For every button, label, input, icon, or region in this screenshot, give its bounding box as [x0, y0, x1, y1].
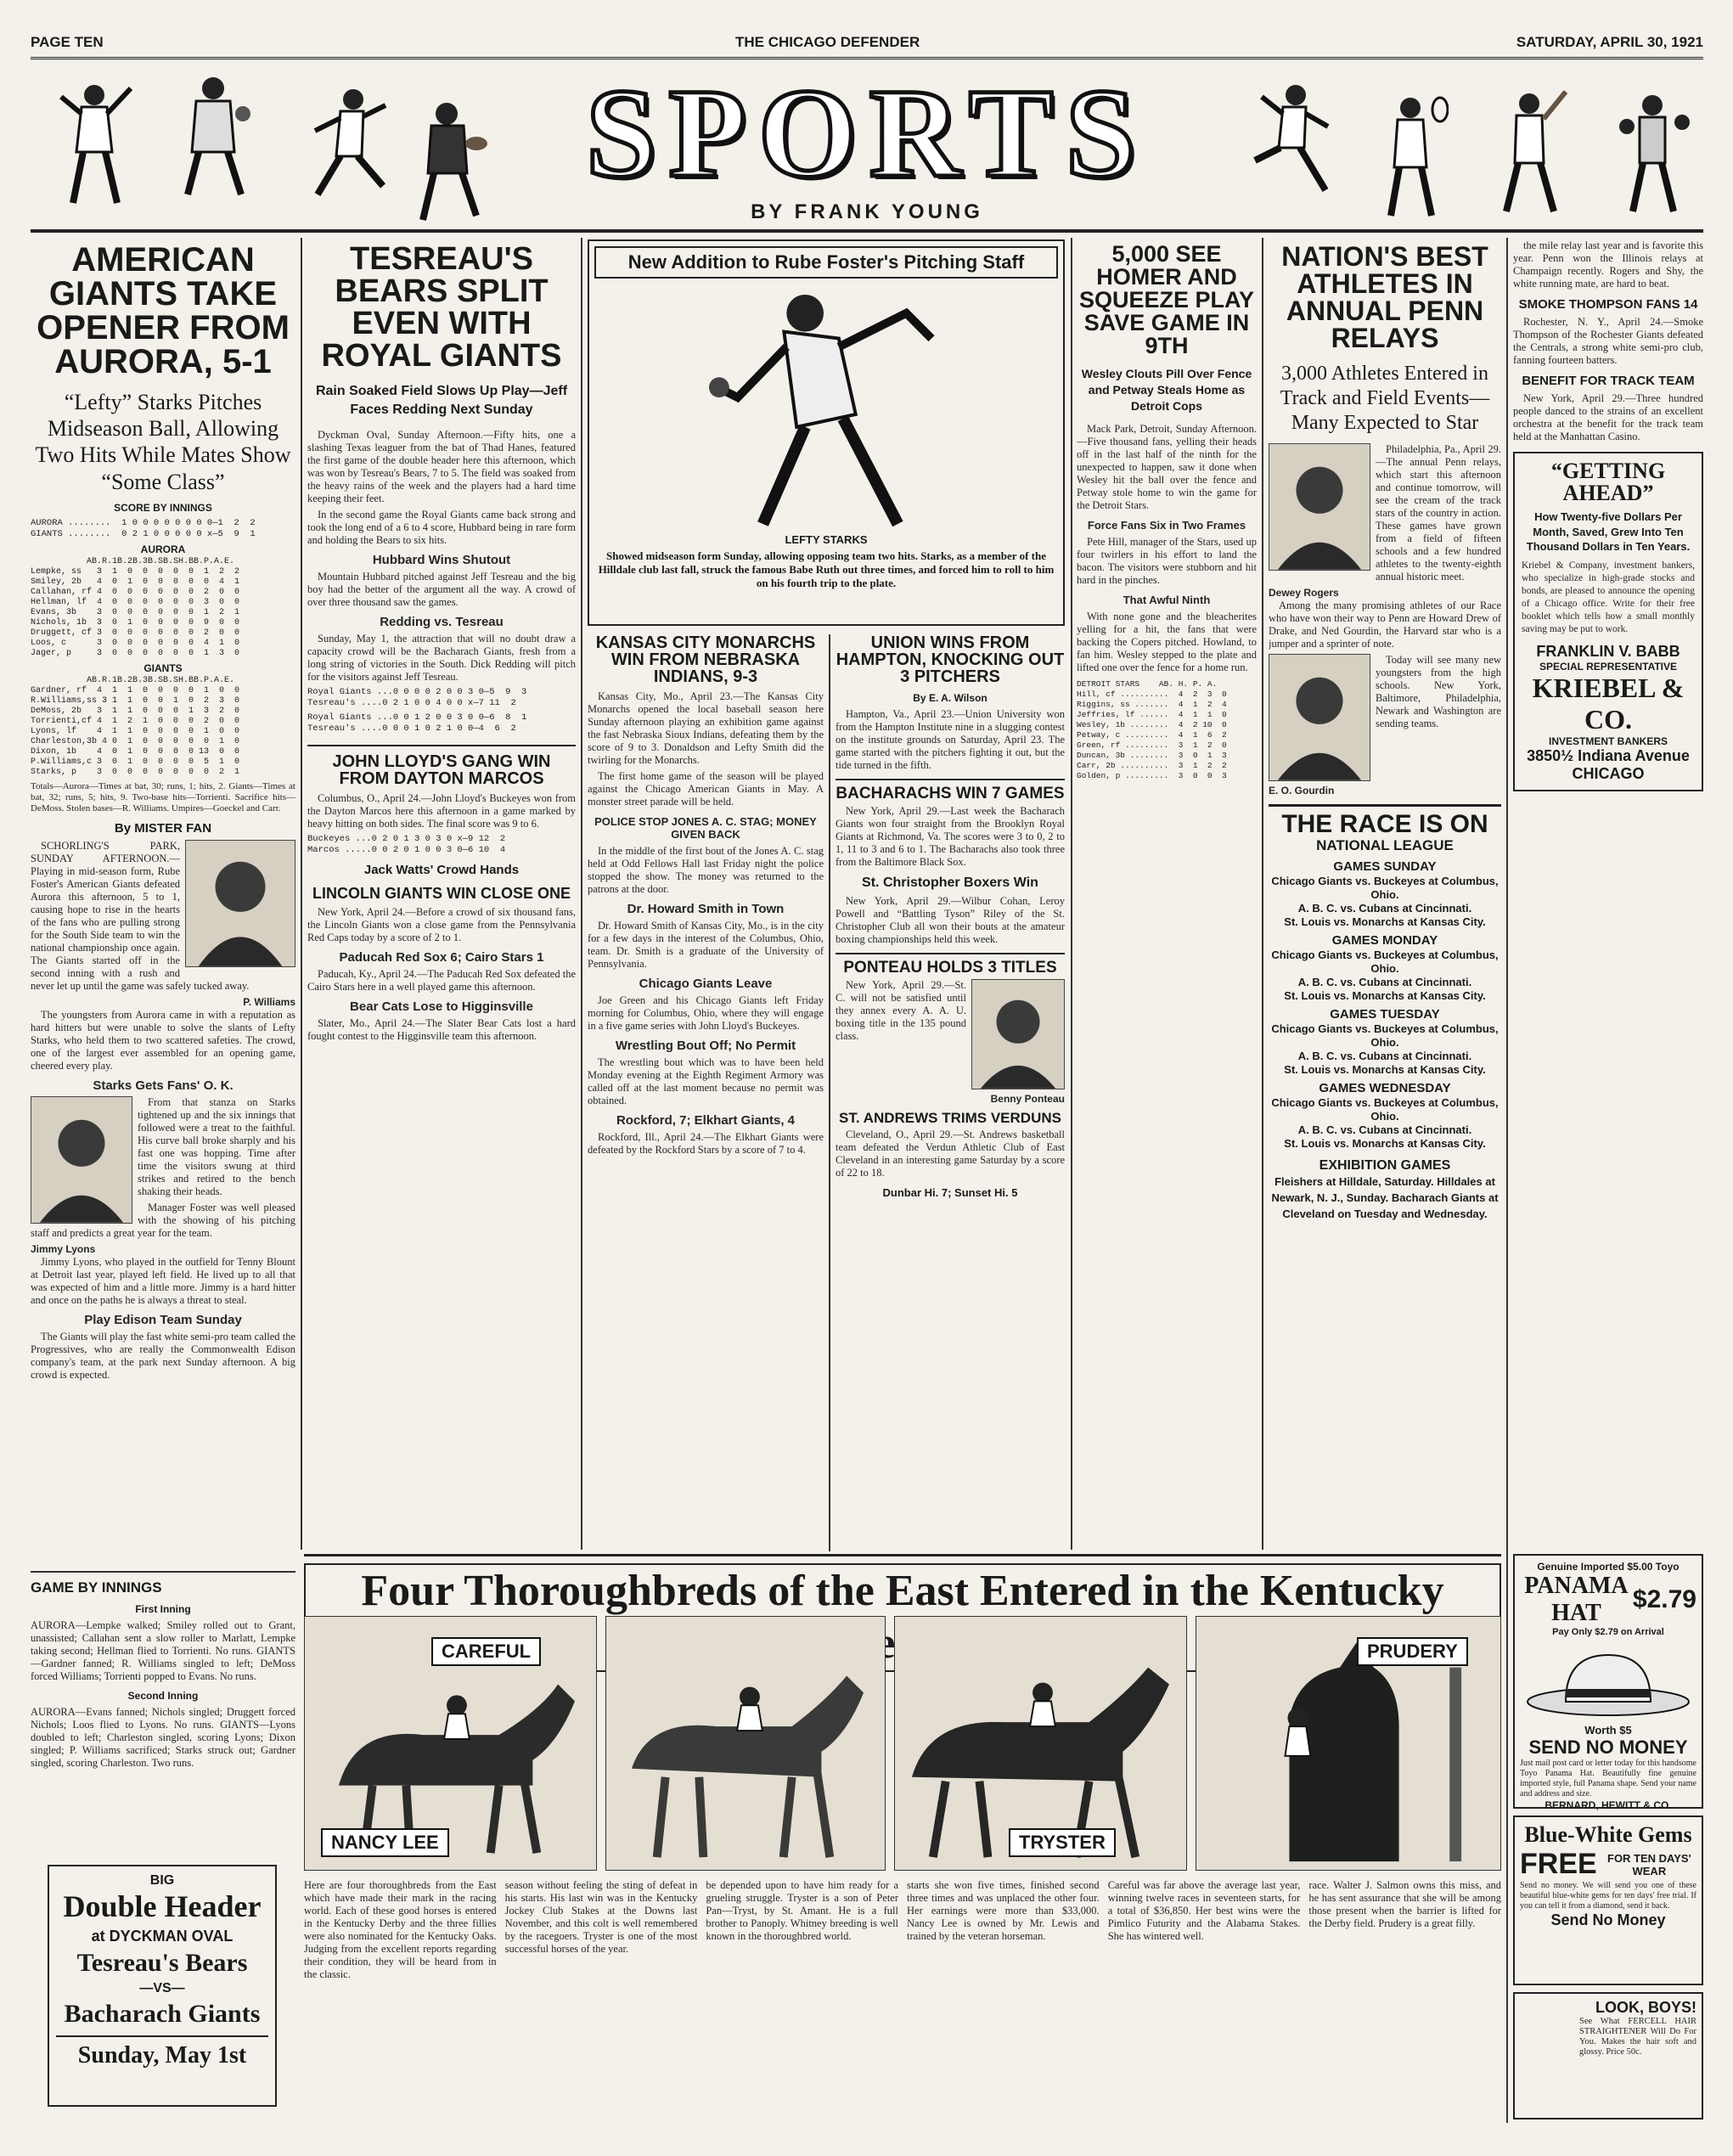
hat-illustration [1520, 1642, 1696, 1719]
games-line: A. B. C. vs. Cubans at Cincinnati. [1297, 902, 1472, 915]
portrait-jimmy-lyons [31, 1096, 132, 1224]
tennis-player-illustration [1372, 93, 1449, 220]
box-score-detroit: DETROIT STARS AB. H. P. A. Hill, cf .......... 4 2 3 0 Riggins, ss ....... 4 1 2 4 Jeffries, lf ...... 4 1 1 0 Wesley, 1b ........ 4 2 10 0 Petway, c ......... 4 1 6 2 Green, rf ......... 3 1 2 0 Duncan, 3b ........ 3 0 1 3 Carr, 2b .......... 3 1 2 2 Golden, p ......... 3 0 0 3 [1077, 678, 1227, 780]
column-right-ads [1513, 1554, 1703, 2131]
starks-photo-box [588, 239, 1065, 626]
derby-article: Here are four thoroughbreds from the East which have made their mark in the racing world. Each of these good horses is entered in the Kentucky Derby and the three fillies were also nominated for the Kentucky Oaks. Judging from the excellent reports regarding their condition, they will be heard from in the classic. season without feeling the sting of defeat in his starts. His last win was in the Kentucky Jockey Club Stakes at the Downs last November, and this colt is well remembered by the racegoers. Tryster is one of the most successful horses of the year. be depended upon to have him ready for a grueling struggle. Tryster is a son of Peter Pan—Tryst, by St. Amant. He is a full brother to Panoply. Whitney breeding is well known in the thoroughbred world. starts she won five times, finished second three times and was unplaced the other four. Her earnings were more than $33,000. Nancy Lee is owned by Mr. Lewis and trained by the veteran horseman. Careful was far above the average last year, winning twelve races in seventeen starts, for a total of $36,850. Her best wins were the Pimlico Futurity and the Alabama Stakes. She has wintered well. race. Walter J. Salmon owns this miss, and he has sent assurance that she will be among those present when the barrier is lifted for the Derby field. Prudery is a great filly. [304, 1879, 1502, 1980]
hair-straightener-ad: LOOK, BOYS! See What FERCELL HAIR STRAIGHTENER Will Do For You. Makes the hair soft and glossy. Price 50c. [1513, 1992, 1703, 2119]
column-detroit-stars: 5,000 SEE HOMER AND SQUEEZE PLAY SAVE GAME IN 9TH Wesley Clouts Pill Over Fence and Petway Steals Home as Detroit Cops Mack Park, Detroit, Sunday Afternoon.—Five thousand fans, yelling their heads off in the last half of the ninth for the unexpected to happen, saw it done when Wesley hit the ball over the fence and Petway stole home to win the game for the Detroit Stars. Force Fans Six in Two Frames Pete Hill, manager of the Stars, used up four twirlers in his effort to land the bacon. The visitors were stubborn and hit hard in the pinches. That Awful Ninth With none gone and the bleacherites yelling for a hit, the fans that were backing the Copers pitched. Howland, to fan him. Wesley stepped to the plate and lifted one over the fence for a home run. DETROIT STARS AB. H. P. A. Hill, cf .......... 4 2 3 0 Riggins, ss ....... 4 1 2 4 Jeffries, lf ...... 4 1 1 0 Wesley, 1b ........ 4 2 10 0 Petway, c ......... 4 1 6 2 Green, rf ......... 3 1 2 0 Duncan, 3b ........ 3 0 1 3 Carr, 2b .......... 3 1 2 2 Golden, p ......... 3 0 0 3 [1077, 241, 1257, 780]
portrait-benny-ponteau [971, 979, 1065, 1089]
photo-nancy-lee [605, 1616, 886, 1871]
games-line: Chicago Giants vs. Buckeyes at Columbus, Ohio. [1271, 949, 1499, 976]
games-line: A. B. C. vs. Cubans at Cincinnati. [1297, 1123, 1472, 1137]
page-number: PAGE TEN [31, 34, 104, 50]
page-header [31, 25, 1703, 59]
subhead-edison: Play Edison Team Sunday [84, 1312, 242, 1327]
headline-penn-relays: NATION'S BEST ATHLETES IN ANNUAL PENN RELAYS [1281, 241, 1488, 353]
games-line: A. B. C. vs. Cubans at Cincinnati. [1297, 976, 1472, 989]
label-careful: CAREFUL [431, 1637, 541, 1666]
baseball-player-illustration [56, 80, 132, 207]
games-day-heading: GAMES SUNDAY [1333, 859, 1437, 875]
column-game-by-innings: GAME BY INNINGS First Inning AURORA—Lempke walked; Smiley rolled out to Grant, unassisted; Callahan sent a slow roller to Marlatt, Lempke taking second; Hellman flied to Torrienti. No runs. GIANTS—Gardner fanned; R. Williams singled to left; DeMoss forced Williams; Torrienti popped to Evans. No runs. Second Inning AURORA—Evans fanned; Nichols singled; Druggett forced Nichols; Loos flied to Lyons. No runs. GIANTS—Lyons doubled to left; Charleston singled, scoring Lyons; Dixon singled; P. Williams sacrificed; Starks struck out; Gardner singled, scoring Charleston. Two runs. BIG Double Header at DYCKMAN OVAL Tesreau's Bears —VS— Bacharach Giants Sunday, May 1st [31, 1576, 295, 2119]
box-score-giants: AB.R.1B.2B.3B.SB.SH.BB.P.A.E. Gardner, rf 4 1 1 0 0 0 0 1 0 0 R.Williams,ss 3 1 1 0 0 1 0 2 3 0 DeMoss, 2b 3 1 1 0 0 0 1 3 2 0 Torrienti,cf 4 1 2 1 0 0 0 2 0 0 Lyons, lf 4 1 1 0 0 0 0 1 0 0 Charleston,3b 4 0 1 0 0 0 0 0 1 0 Dixon, 1b 4 0 1 0 0 0 0 13 0 0 P.Williams,c 3 0 1 0 0 0 0 5 1 0 Starks, p 3 0 0 0 0 0 0 0 2 1 [31, 675, 240, 777]
score-by-innings-heading: SCORE BY INNINGS [114, 501, 212, 514]
box-score-aurora: AB.R.1B.2B.3B.SB.SH.BB.P.A.E. Lempke, ss 3 1 0 0 0 0 0 1 2 2 Smiley, 2b 4 0 1 0 0 0 0 0 4 1 Callahan, rf 4 0 0 0 0 0 0 2 0 0 Hellman, lf 4 0 0 0 0 0 0 3 0 0 Evans, 3b 3 0 0 0 0 0 0 1 2 1 Nichols, 1b 3 0 1 0 0 0 0 9 0 0 Druggett, cf 3 0 0 0 0 0 0 2 0 0 Loos, c 3 0 0 0 0 0 0 4 1 0 Jager, p 3 0 0 0 0 0 0 1 3 0 [31, 556, 240, 658]
game-by-innings-heading: GAME BY INNINGS [31, 1579, 162, 1596]
headline-st-andrews: ST. ANDREWS TRIMS VERDUNS [839, 1110, 1061, 1126]
games-line: A. B. C. vs. Cubans at Cincinnati. [1297, 1050, 1472, 1063]
games-day-heading: GAMES TUESDAY [1330, 1007, 1440, 1022]
issue-date: SATURDAY, APRIL 30, 1921 [1516, 34, 1703, 50]
sports-section-title: SPORTS [585, 63, 1149, 204]
catcher-illustration [175, 71, 251, 199]
label-tryster: TRYSTER [1009, 1828, 1116, 1857]
derby-banner: Four Thoroughbreds of the East Entered in the Kentucky [304, 1563, 1501, 1672]
deck-3000-athletes: 3,000 Athletes Entered in Track and Field Events—Many Expected to Star [1280, 363, 1490, 434]
games-line: Chicago Giants vs. Buckeyes at Columbus, Ohio. [1271, 875, 1499, 902]
deck-wesley: Wesley Clouts Pill Over Fence and Petway Steals Home as Detroit Cops [1081, 367, 1252, 413]
headline-tesreaus-bears: TESREAU'S BEARS SPLIT EVEN WITH ROYAL GIANTS [321, 241, 562, 374]
games-day-heading: GAMES MONDAY [1331, 933, 1438, 949]
column-right: the mile relay last year and is favorite this year. Penn won the Illinois relays at Champaign recently. Rogers and Shy, the white running mate, are hard to beat. SMOKE THOMPSON FANS 14 Rochester, N. Y., April 24.—Smoke Thompson of the Rochester Giants defeated the Centrals, a strong white semi-pro club, fanning fourteen batters. BENEFIT FOR TRACK TEAM New York, April 29.—Three hundred people danced to the strains of an excellent orchestra at the benefit for the track team held at the Manhattan Casino. “GETTING AHEAD” How Twenty-five Dollars Per Month, Saved, Grew Into Ten Thousand Dollars in Ten Years. Kriebel & Company, investment bankers, who specialize in high-grade stocks and bonds, are pleased to announce the opening of a Chicago office. Write for their free booklet which tells how a small monthly saving may be put to work. FRANKLIN V. BABB SPECIAL REPRESENTATIVE KRIEBEL & CO. INVESTMENT BANKERS 3850½ Indiana Avenue CHICAGO [1513, 239, 1703, 1551]
games-line: Chicago Giants vs. Buckeyes at Columbus, Ohio. [1271, 1096, 1499, 1123]
batter-illustration [1491, 88, 1567, 216]
newspaper-page [31, 25, 1703, 2131]
portrait-e-o-gourdin [1269, 654, 1370, 781]
runner-illustration [311, 84, 387, 211]
photo-caption-text: Showed midseason form Sunday, allowing opposing team two hits. Starks, as a member of the Hilldale club last fall, struck the famous Babe Ruth out three times, and forced him to roll to him on his fourth trip to the plate. [598, 549, 1055, 589]
games-line: St. Louis vs. Monarchs at Kansas City. [1284, 1137, 1486, 1151]
article-body: SCHORLING'S PARK, SUNDAY AFTERNOON.—Playing in mid-season form, Rube Foster's American Giants defeated Aurora this afternoon, 5 to 1, causing hope to rise in the hearts of the fans who are pulling strong for the South Side team to win the national championship once again. The Giants started off in the second inning with a rush and never let up until the game was safely tucked away. P. Williams The youngsters from Aurora came in with a reputation as hard hitters but were unable to solve the slants of Lefty Starks, who held them to two scattered safeties. The crowd, one of the largest ever assembled for an opening game, cheered every play. Starks Gets Fans' O. K. From that stanza on Starks tightened up and the six innings that followed were a treat to the faithful. His curve ball broke sharply and his fast one was hopping. Time after time the visitors swung at third strikes and retired to the bench shaking their heads. Manager Foster was well pleased with the showing of his pitching staff and predicts a great year for the team. Jimmy Lyons Jimmy Lyons, who played in the outfield for Tenny Blount at Detroit last year, played left field. He lived up to all that was expected of him and a little more. Jimmy is a hard hitter and once on the paths he is always a threat to steal. Play Edison Team Sunday The Giants will play the fast white semi-pro team called the Progressives, who are really the Commonwealth Edison company's team, at the park next Sunday afternoon. A big crowd is expected. [31, 839, 295, 1381]
panama-hat-ad: Genuine Imported $5.00 Toyo PANAMA HAT $2.79 Pay Only $2.79 on Arrival Worth $5 SEND NO MONEY Just mail post card or letter today for this handsome Toyo Panama Hat. Beautifully fine genuine imported style, full Panama shape. Send your name and address and size. BERNARD, HEWITT & CO. [1513, 1554, 1703, 1809]
games-list [1269, 858, 1501, 1151]
headline-american-giants: AMERICAN GIANTS TAKE OPENER FROM AURORA, 5-1 [37, 241, 290, 380]
column-penn-relays: NATION'S BEST ATHLETES IN ANNUAL PENN RELAYS 3,000 Athletes Entered in Track and Field Events—Many Expected to Star Philadelphia, Pa., April 29.—The annual Penn relays, which start this afternoon and continue tomorrow, will see the cream of the track stars of the country in action. These games have grown from a field of fifteen schools and a few hundred athletes to the twenty-eighth annual historic meet. Dewey Rogers Among the many promising athletes of our Race who have won their way to Penn are Howard Drew of Drake, and Ned Gourdin, the Harvard star who is a jumper and a sprinter of note. Today will see many new youngsters from the high schools. New York, Baltimore, Philadelphia, Newark and Washington are sending teams. E. O. Gourdin THE RACE IS ON NATIONAL LEAGUE GAMES SUNDAY Chicago Giants vs. Buckeyes at Columbus, Ohio. A. B. C. vs. Cubans at Cincinnati. St. Louis vs. Monarchs at Kansas City. GAMES MONDAY Chicago Giants vs. Buckeyes at Columbus, Ohio. A. B. C. vs. Cubans at Cincinnati. St. Louis vs. Monarchs at Kansas City. GAMES TUESDAY Chicago Giants vs. Buckeyes at Columbus, Ohio. A. B. C. vs. Cubans at Cincinnati. St. Louis vs. Monarchs at Kansas City. GAMES WEDNESDAY Chicago Giants vs. Buckeyes at Columbus, Ohio. A. B. C. vs. Cubans at Cincinnati. St. Louis vs. Monarchs at Kansas City. EXHIBITION GAMES Fleishers at Hilldale, Saturday. Hilldales at Newark, N. J., Sunday. Bacharach Giants at Cleveland on Tuesday and Wednesday. [1269, 241, 1501, 1221]
label-prudery: PRUDERY [1357, 1637, 1468, 1666]
headline-monarchs: KANSAS CITY MONARCHS WIN FROM NEBRASKA INDIANS, 9-3 [595, 633, 816, 686]
headline-homer-squeeze: 5,000 SEE HOMER AND SQUEEZE PLAY SAVE GAME IN 9TH [1078, 241, 1255, 358]
deck-lefty-starks: “Lefty” Starks Pitches Midseason Ball, Allowing Two Hits While Mates Show “Some Class” [35, 390, 291, 494]
score-buckeyes: Buckeyes ...0 2 0 1 3 0 3 0 x—9 12 2 Marcos .....0 0 2 0 1 0 0 3 0—6 10 4 [307, 834, 506, 856]
football-player-illustration [413, 97, 489, 224]
portrait-p-williams [185, 840, 295, 967]
column-american-giants [31, 239, 295, 1581]
hurdler-illustration [1253, 80, 1330, 207]
headline-lincoln-giants: LINCOLN GIANTS WIN CLOSE ONE [312, 885, 571, 903]
sports-masthead [31, 63, 1703, 233]
score-game-two: Royal Giants ...0 0 1 2 0 0 3 0 0—6 8 1 Tesreau's ....0 0 0 1 0 2 1 0 0—4 6 2 [307, 712, 527, 735]
box-giants-heading: GIANTS [143, 661, 183, 674]
headline-ponteau: PONTEAU HOLDS 3 TITLES [836, 953, 1065, 976]
kriebel-ad: “GETTING AHEAD” How Twenty-five Dollars Per Month, Saved, Grew Into Ten Thousand Dollars in Ten Years. Kriebel & Company, investment bankers, who specialize in high-grade stocks and bonds, are pleased to announce the opening of a Chicago office. Write for their free booklet which tells how a small monthly saving may be put to work. FRANKLIN V. BABB SPECIAL REPRESENTATIVE KRIEBEL & CO. INVESTMENT BANKERS 3850½ Indiana Avenue CHICAGO [1513, 452, 1703, 791]
race-is-on-schedule: THE RACE IS ON NATIONAL LEAGUE GAMES SUNDAY Chicago Giants vs. Buckeyes at Columbus, Ohio. A. B. C. vs. Cubans at Cincinnati. St. Louis vs. Monarchs at Kansas City. GAMES MONDAY Chicago Giants vs. Buckeyes at Columbus, Ohio. A. B. C. vs. Cubans at Cincinnati. St. Louis vs. Monarchs at Kansas City. GAMES TUESDAY Chicago Giants vs. Buckeyes at Columbus, Ohio. A. B. C. vs. Cubans at Cincinnati. St. Louis vs. Monarchs at Kansas City. GAMES WEDNESDAY Chicago Giants vs. Buckeyes at Columbus, Ohio. A. B. C. vs. Cubans at Cincinnati. St. Louis vs. Monarchs at Kansas City. EXHIBITION GAMES Fleishers at Hilldale, Saturday. Hilldales at Newark, N. J., Sunday. Bacharach Giants at Cleveland on Tuesday and Wednesday. [1269, 804, 1501, 1222]
column-tesreaus-bears: TESREAU'S BEARS SPLIT EVEN WITH ROYAL GIANTS Rain Soaked Field Slows Up Play—Jeff Faces Redding Next Sunday Dyckman Oval, Sunday Afternoon.—Fifty hits, one a slashing Texas leaguer from the bat of Thad Hanes, featured the first game of the double header here this afternoon, which was won by Tesreau's Bears, 7 to 5. The field was soaked from the heavy rains of the week and the players had a hard time keeping their feet. In the second game the Royal Giants came back strong and took the long end of a 6 to 4 score, Hubbard being in rare form and holding the Bears to six hits. Hubbard Wins Shutout Mountain Hubbard pitched against Jeff Tesreau and the big boy had the better of the argument all the way. A crowd of over three thousand saw the games. Redding vs. Tesreau Sunday, May 1, the attraction that will no doubt draw a capacity crowd will be the Bacharach Giants, fresh from a long string of victories in the South. Dick Redding will pitch for the visitors against Jeff Tesreau. Royal Giants ...0 0 0 0 2 0 0 3 0—5 9 3 Tesreau's ....0 2 1 0 0 4 0 0 x—7 11 2 Royal Giants ...0 0 1 2 0 0 3 0 0—6 8 1 Tesreau's ....0 0 0 1 0 2 1 0 0—4 6 2 JOHN LLOYD'S GANG WIN FROM DAYTON MARCOS Columbus, O., April 24.—John Lloyd's Buckeyes won from the Dayton Marcos here this afternoon in a game marked by heavy hitting on both sides. The final score was 9 to 6. Buckeyes ...0 2 0 1 3 0 3 0 x—9 12 2 Marcos .....0 0 2 0 1 0 0 3 0—6 10 4 Jack Watts' Crowd Hands LINCOLN GIANTS WIN CLOSE ONE New York, April 24.—Before a crowd of six thousand fans, the Lincoln Giants won a close game from the Pennsylvania Red Caps today by a score of 2 to 1. Paducah Red Sox 6; Cairo Stars 1 Paducah, Ky., April 24.—The Paducah Red Sox defeated the Cairo Stars here in a well played game this afternoon. Bear Cats Lose to Higginsville Slater, Mo., April 24.—The Slater Bear Cats lost a hard fought contest to the Higginsville team this afternoon. [307, 241, 576, 1043]
blue-white-gems-ad: Blue-White Gems FREE FOR TEN DAYS' WEAR Send no money. We will send you one of these beautiful blue-white gems for ten days' free trial. If you can tell it from a diamond, send it back. Send No Money [1513, 1815, 1703, 1985]
label-nancy-lee: NANCY LEE [321, 1828, 449, 1857]
section-byline: BY FRANK YOUNG [751, 200, 983, 223]
boxer-illustration [1610, 88, 1695, 216]
games-line: St. Louis vs. Monarchs at Kansas City. [1284, 1063, 1486, 1077]
headline-bacharachs: BACHARACHS WIN 7 GAMES [836, 779, 1065, 802]
games-day-heading: GAMES WEDNESDAY [1319, 1081, 1451, 1096]
portrait-caption-p-williams: P. Williams [243, 995, 295, 1008]
kentucky-derby-section [304, 1554, 1501, 2131]
paper-name: THE CHICAGO DEFENDER [735, 34, 920, 50]
photo-caption-lefty-starks: LEFTY STARKS [785, 533, 868, 546]
games-line: Chicago Giants vs. Buckeyes at Columbus, Ohio. [1271, 1022, 1499, 1050]
photo-box-title: New Addition to Rube Foster's Pitching Staff [594, 246, 1058, 279]
pitcher-photo [594, 279, 1058, 533]
portrait-dewey-rogers [1269, 443, 1370, 571]
headline-st-christopher: St. Christopher Boxers Win [862, 875, 1038, 890]
double-header-ad: BIG Double Header at DYCKMAN OVAL Tesreau's Bears —VS— Bacharach Giants Sunday, May 1st [48, 1865, 277, 2107]
column-center: New Addition to Rube Foster's Pitching Staff LEFTY STARKS Showed midseason form Sunday, allowing opposing team two hits. Starks, as a member of the Hilldale club last fall, struck the famous Babe Ruth out three times, and forced him to roll to him on his fourth trip to the plate. KANSAS CITY MONARCHS WIN FROM NEBRASKA INDIANS, 9-3 Kansas City, Mo., April 23.—The Kansas City Monarchs opened the local baseball season here Sunday afternoon playing an exhibition game against the fast Nebraska Sioux Indians, defeating them by the score of 9 to 3. Donaldson and Lefty Smith did the twirling for the Monarchs. The first home game of the season will be played against the Chicago American Giants in May. A monster street parade will be held. POLICE STOP JONES A. C. STAG; MONEY GIVEN BACK In the middle of the first bout of the Jones A. C. stag held at Odd Fellows Hall last Friday night the police stopped the show. The money was returned to the patrons at the door. Dr. Howard Smith in Town Dr. Howard Smith of Kansas City, Mo., is in the city for a few days in the interest of the Columbus, Ohio, team. Dr. Smith is a graduate of the University of Pennsylvania. Chicago Giants Leave Joe Green and his Chicago Giants left Friday morning for Columbus, Ohio, where they will engage in a five game series with John Lloyd's Buckeyes. Wrestling Bout Off; No Permit The wrestling bout which was to have been held Monday evening at the Eighth Regiment Armory was called off at the last moment because no permit was obtained. Rockford, 7; Elkhart Giants, 4 Rockford, Ill., April 24.—The Elkhart Giants were defeated by the Rockford Stars by a score of 7 to 4. UNION WINS FROM HAMPTON, KNOCKING OUT 3 PITCHERS By E. A. Wilson Hampton, Va., April 23.—Union University won from the Hampton Institute nine in a slugging contest on the institute grounds on Saturday, April 23. The game started with the pitchers fighting it out, but the tide turned in the fifth. BACHARACHS WIN 7 GAMES New York, April 29.—Last week the Bacharach Giants won four straight from the Brooklyn Royal Giants at Richmond, Va. The scores were 3 to 0, 2 to 1, 11 to 3 and 6 to 1. The Bacharachs also took three from the Baltimore Black Sox. St. Christopher Boxers Win New York, April 29.—Wilbur Cohan, Leroy Powell and “Battling Tyson” Riley of the St. Christopher Club all won their bouts at the amateur boxing championships held this week. PONTEAU HOLDS 3 TITLES New York, April 29.—St. C. will not be satisfied until they annex every A. A. U. boxing title in the 135 pound class. Benny Ponteau ST. ANDREWS TRIMS VERDUNS Cleveland, O., April 29.—St. Andrews basketball team defeated the Verdun Athletic Club of East Cleveland in an interesting game Saturday by a score of 22 to 18. Dunbar Hi. 7; Sunset Hi. 5 [588, 239, 1065, 1551]
games-line: St. Louis vs. Monarchs at Kansas City. [1284, 915, 1486, 929]
box-totals: Totals—Aurora—Times at bat, 30; runs, 1; hits, 2. Giants—Times at bat, 32; runs, 5; hits, 9. Two-base hits—Torrienti. Sacrifice hits—DeMoss. Stolen bases—R. Williams. Umpires—Goeckel and Carr. [31, 780, 295, 813]
score-game-one: Royal Giants ...0 0 0 0 2 0 0 3 0—5 9 3 Tesreau's ....0 2 1 0 0 4 0 0 x—7 11 2 [307, 687, 527, 709]
score-by-innings: AURORA ........ 1 0 0 0 0 0 0 0 0—1 2 2 GIANTS ........ 0 2 1 0 0 0 0 0 x—5 9 1 [31, 517, 256, 539]
portrait-caption-jimmy-lyons: Jimmy Lyons [31, 1242, 96, 1255]
headline-union: UNION WINS FROM HAMPTON, KNOCKING OUT 3 PITCHERS [836, 633, 1065, 686]
box-aurora-heading: AURORA [140, 543, 186, 555]
games-line: St. Louis vs. Monarchs at Kansas City. [1284, 989, 1486, 1003]
deck-rain-soaked: Rain Soaked Field Slows Up Play—Jeff Faces Redding Next Sunday [315, 384, 568, 417]
column-byline: By MISTER FAN [114, 820, 212, 836]
subhead-starks: Starks Gets Fans' O. K. [93, 1078, 234, 1093]
headline-john-lloyd: JOHN LLOYD'S GANG WIN FROM DAYTON MARCOS [307, 745, 576, 787]
